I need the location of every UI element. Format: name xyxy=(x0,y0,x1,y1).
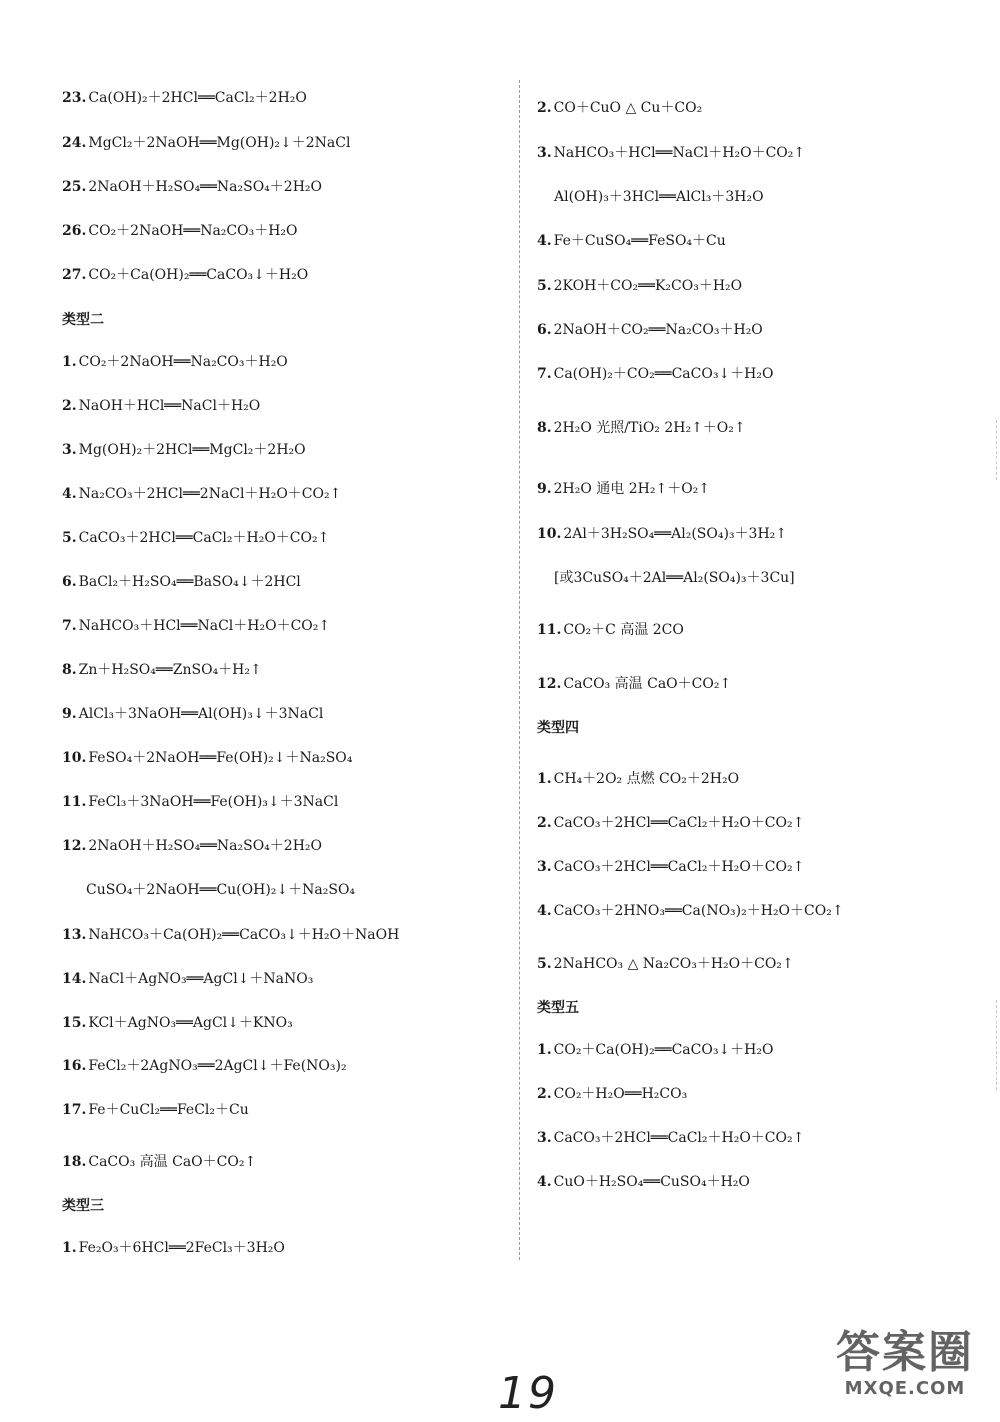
equation-line: 25. 2NaOH＋H₂SO₄══Na₂SO₄＋2H₂O xyxy=(62,179,323,195)
section-heading: 类型三 xyxy=(62,1198,104,1214)
equation-line: 9. 2H₂O 通电 2H₂↑＋O₂↑ xyxy=(537,481,711,497)
equation-line: 7. Ca(OH)₂＋CO₂══CaCO₃↓＋H₂O xyxy=(537,366,774,382)
equation-line: 5. 2KOH＋CO₂══K₂CO₃＋H₂O xyxy=(537,278,743,294)
equation-line: 2. CO₂＋H₂O══H₂CO₃ xyxy=(537,1086,688,1102)
equation-line: 3. Mg(OH)₂＋2HCl══MgCl₂＋2H₂O xyxy=(62,442,306,458)
equation-line: 23. Ca(OH)₂＋2HCl══CaCl₂＋2H₂O xyxy=(62,90,307,106)
equation-line: 10. FeSO₄＋2NaOH══Fe(OH)₂↓＋Na₂SO₄ xyxy=(62,750,353,766)
equation-line: 6. 2NaOH＋CO₂══Na₂CO₃＋H₂O xyxy=(537,322,763,338)
equation-line: 2. CaCO₃＋2HCl══CaCl₂＋H₂O＋CO₂↑ xyxy=(537,815,805,831)
equation-line: 2. NaOH＋HCl══NaCl＋H₂O xyxy=(62,398,261,414)
section-heading: 类型四 xyxy=(537,720,579,736)
equation-line: 8. Zn＋H₂SO₄══ZnSO₄＋H₂↑ xyxy=(62,662,262,678)
section-heading: 类型五 xyxy=(537,1000,579,1016)
equation-line: 1. CH₄＋2O₂ 点燃 CO₂＋2H₂O xyxy=(537,771,740,787)
equation-line: 4. CaCO₃＋2HNO₃══Ca(NO₃)₂＋H₂O＋CO₂↑ xyxy=(537,903,844,919)
equation-line: 9. AlCl₃＋3NaOH══Al(OH)₃↓＋3NaCl xyxy=(62,706,324,722)
equation-line: 11. FeCl₃＋3NaOH══Fe(OH)₃↓＋3NaCl xyxy=(62,794,339,810)
equation-line: 15. KCl＋AgNO₃══AgCl↓＋KNO₃ xyxy=(62,1015,293,1031)
equation-line: 4. Na₂CO₃＋2HCl══2NaCl＋H₂O＋CO₂↑ xyxy=(62,486,342,502)
section-heading: 类型二 xyxy=(62,312,104,328)
equation-line-continued: CuSO₄＋2NaOH══Cu(OH)₂↓＋Na₂SO₄ xyxy=(86,882,356,898)
equation-line: 1. CO₂＋2NaOH══Na₂CO₃＋H₂O xyxy=(62,354,288,370)
equation-line: 10. 2Al＋3H₂SO₄══Al₂(SO₄)₃＋3H₂↑ xyxy=(537,526,787,542)
equation-line: 3. CaCO₃＋2HCl══CaCl₂＋H₂O＋CO₂↑ xyxy=(537,859,805,875)
equation-line: 27. CO₂＋Ca(OH)₂══CaCO₃↓＋H₂O xyxy=(62,267,309,283)
equation-line-continued: Al(OH)₃＋3HCl══AlCl₃＋3H₂O xyxy=(554,189,764,205)
equation-line: 1. Fe₂O₃＋6HCl══2FeCl₃＋3H₂O xyxy=(62,1240,285,1256)
equation-line: 6. BaCl₂＋H₂SO₄══BaSO₄↓＋2HCl xyxy=(62,574,301,590)
equation-line: 26. CO₂＋2NaOH══Na₂CO₃＋H₂O xyxy=(62,223,298,239)
watermark-title: 答案圈 xyxy=(836,1327,974,1378)
column-divider xyxy=(519,80,520,1260)
equation-line-continued: [或3CuSO₄＋2Al══Al₂(SO₄)₃＋3Cu] xyxy=(554,570,795,586)
equation-line: 24. MgCl₂＋2NaOH══Mg(OH)₂↓＋2NaCl xyxy=(62,135,351,151)
edge-mark-top xyxy=(996,420,997,480)
equation-line: 4. Fe＋CuSO₄══FeSO₄＋Cu xyxy=(537,233,726,249)
equation-line: 8. 2H₂O 光照/TiO₂ 2H₂↑＋O₂↑ xyxy=(537,420,746,436)
equation-line: 12. 2NaOH＋H₂SO₄══Na₂SO₄＋2H₂O xyxy=(62,838,323,854)
equation-line: 17. Fe＋CuCl₂══FeCl₂＋Cu xyxy=(62,1102,249,1118)
equation-line: 7. NaHCO₃＋HCl══NaCl＋H₂O＋CO₂↑ xyxy=(62,618,331,634)
equation-line: 4. CuO＋H₂SO₄══CuSO₄＋H₂O xyxy=(537,1174,750,1190)
equation-line: 3. CaCO₃＋2HCl══CaCl₂＋H₂O＋CO₂↑ xyxy=(537,1130,805,1146)
page-number: 19 xyxy=(498,1368,558,1419)
equation-line: 1. CO₂＋Ca(OH)₂══CaCO₃↓＋H₂O xyxy=(537,1042,774,1058)
equation-line: 13. NaHCO₃＋Ca(OH)₂══CaCO₃↓＋H₂O＋NaOH xyxy=(62,927,400,943)
equation-line: 5. CaCO₃＋2HCl══CaCl₂＋H₂O＋CO₂↑ xyxy=(62,530,330,546)
equation-line: 16. FeCl₂＋2AgNO₃══2AgCl↓＋Fe(NO₃)₂ xyxy=(62,1058,347,1074)
equation-line: 12. CaCO₃ 高温 CaO＋CO₂↑ xyxy=(537,676,732,692)
watermark-url: MXQE.COM xyxy=(844,1378,966,1399)
equation-line: 5. 2NaHCO₃ △ Na₂CO₃＋H₂O＋CO₂↑ xyxy=(537,956,794,972)
edge-mark-bottom xyxy=(996,1000,997,1090)
equation-line: 14. NaCl＋AgNO₃══AgCl↓＋NaNO₃ xyxy=(62,971,314,987)
watermark-logo xyxy=(820,1328,990,1416)
equation-line: 11. CO₂＋C 高温 2CO xyxy=(537,622,684,638)
equation-line: 18. CaCO₃ 高温 CaO＋CO₂↑ xyxy=(62,1154,257,1170)
equation-line: 3. NaHCO₃＋HCl══NaCl＋H₂O＋CO₂↑ xyxy=(537,145,806,161)
equation-line: 2. CO＋CuO △ Cu＋CO₂ xyxy=(537,100,703,116)
